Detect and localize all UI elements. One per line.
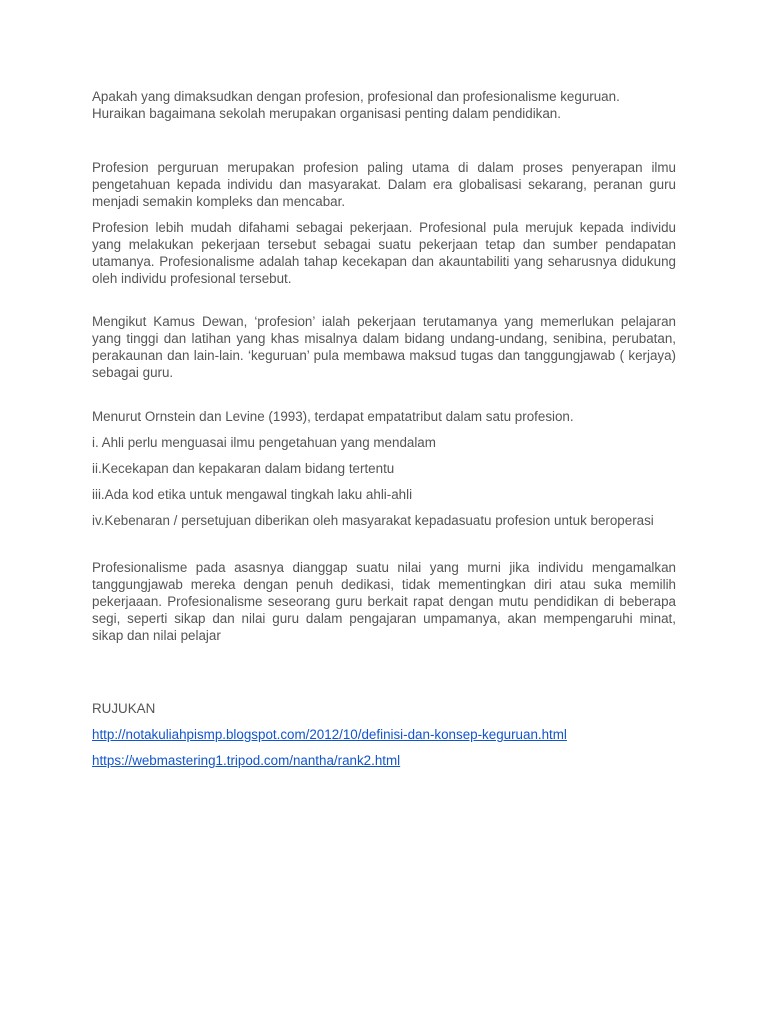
references-heading: RUJUKAN — [92, 701, 156, 716]
paragraph-ornstein-levine: Menurut Ornstein dan Levine (1993), terdapat empatatribut dalam satu profesion. — [92, 409, 574, 424]
question-line-1: Apakah yang dimaksudkan dengan profesion, profesional dan profesionalisme keguruan. — [92, 89, 620, 104]
question-line-2: Huraikan bagaimana sekolah merupakan organisasi penting dalam pendidikan. — [92, 106, 561, 121]
paragraph-definisi-profesion: Profesion lebih mudah difahami sebagai pekerjaan. Profesional pula merujuk kepada individu yang melakukan pekerjaan tersebut sebagai suatu pekerjaan tetap dan sumber pendapatan utamanya. Profesionalisme adalah tahap kecekapan dan akauntabiliti yang seharusnya didukung oleh individu profesional tersebut. — [92, 220, 676, 286]
list-item: i. Ahli perlu menguasai ilmu pengetahuan yang mendalam — [92, 435, 436, 450]
attribute-list — [92, 434, 676, 529]
reference-link-1[interactable]: http://notakuliahpismp.blogspot.com/2012/10/definisi-dan-konsep-keguruan.html — [92, 727, 567, 742]
paragraph-profesionalisme: Profesionalisme pada asasnya dianggap suatu nilai yang murni jika individu mengamalkan tanggungjawab mereka dengan penuh dedikasi, tidak mementingkan diri atau suka memilih pekerjaaan. Profesionalisme seseorang guru berkait rapat dengan mutu pendidikan di beberapa segi, seperti sikap dan nilai guru dalam pengajaran umpamanya, akan mempengaruhi minat, sikap dan nilai pelajar — [92, 560, 676, 643]
list-item: ii.Kecekapan dan kepakaran dalam bidang tertentu — [92, 461, 395, 476]
paragraph-kamus-dewan: Mengikut Kamus Dewan, ‘profesion’ ialah pekerjaan terutamanya yang memerlukan pelajaran yang tinggi dan latihan yang khas misalnya dalam bidang undang-undang, senibina, perubatan, perakaunan dan lain-lain. ‘keguruan’ pula membawa maksud tugas dan tanggungjawab ( kerjaya) sebagai guru. — [92, 314, 676, 380]
paragraph-profesion-perguruan: Profesion perguruan merupakan profesion paling utama di dalam proses penyerapan ilmu pengetahuan kepada individu dan masyarakat. Dalam era globalisasi sekarang, peranan guru menjadi semakin kompleks dan mencabar. — [92, 160, 676, 209]
reference-link-2[interactable]: https://webmastering1.tripod.com/nantha/rank2.html — [92, 753, 401, 768]
question-block — [92, 88, 676, 122]
list-item: iii.Ada kod etika untuk mengawal tingkah laku ahli-ahli — [92, 487, 413, 502]
document-page — [92, 88, 676, 769]
list-item: iv.Kebenaran / persetujuan diberikan oleh masyarakat kepadasuatu profesion untuk beroperasi — [92, 513, 654, 528]
